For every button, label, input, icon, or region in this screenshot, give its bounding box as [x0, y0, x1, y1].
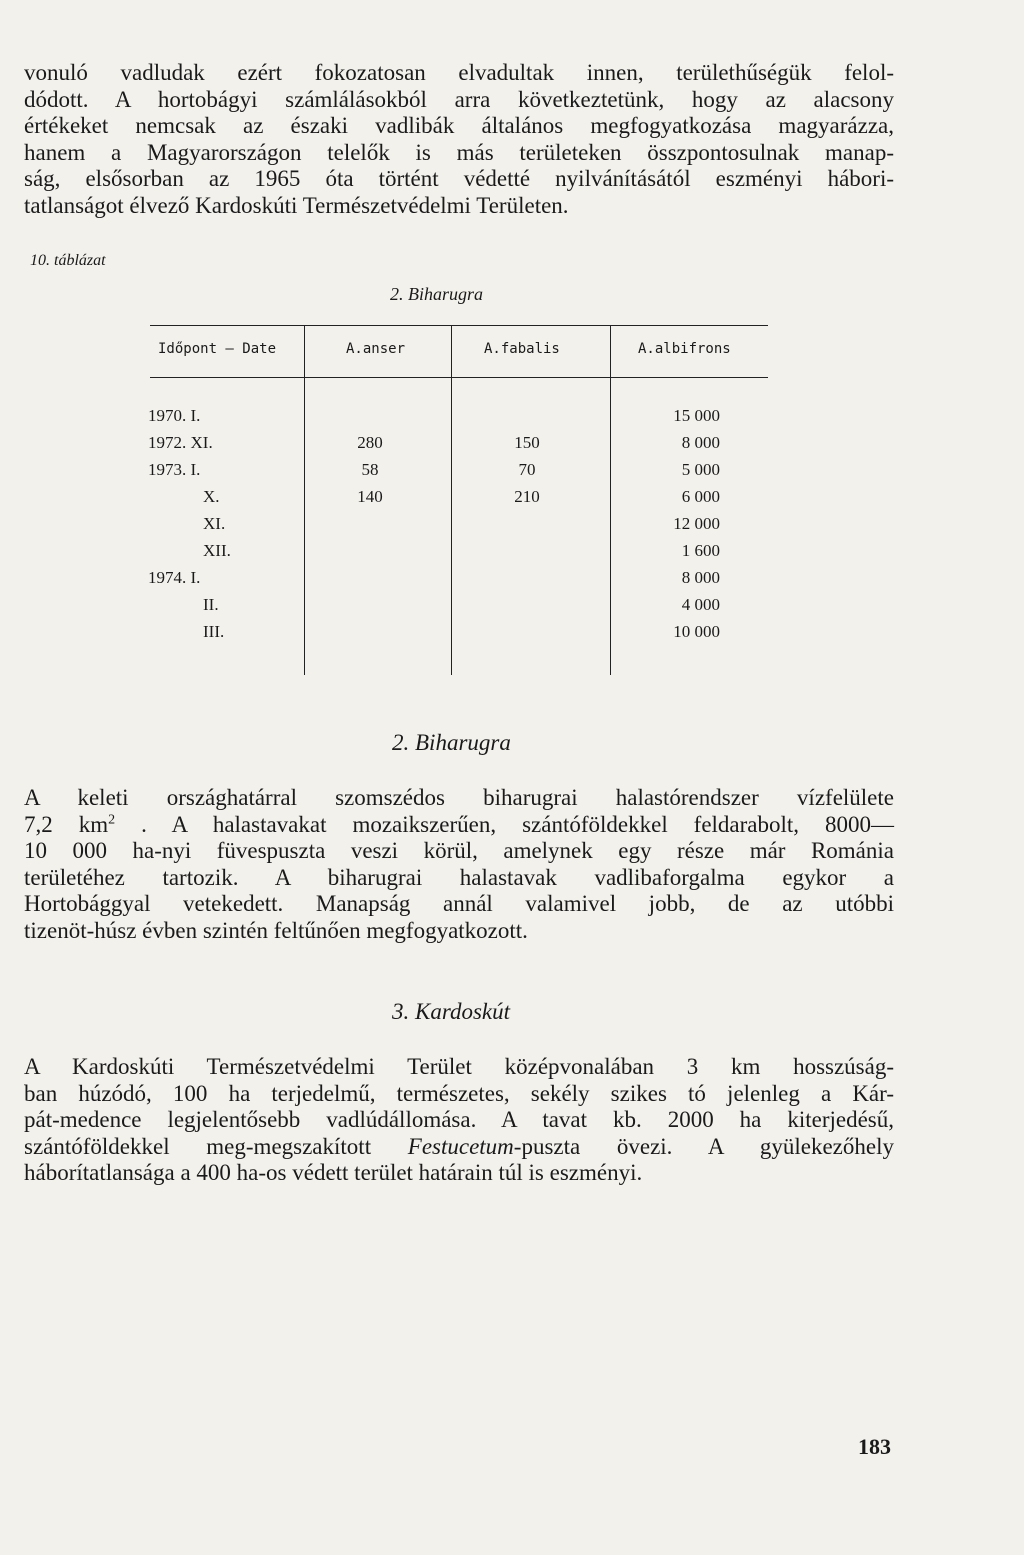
text-line: hanem a Magyarországon telelők is más területeken összpontosulnak manap-: [24, 139, 894, 165]
text-line: területéhez tartozik. A biharugrai halastavak vadlibaforgalma egykor a: [24, 864, 894, 890]
table-top-rule: [150, 325, 768, 326]
text-line: ban húzódó, 100 ha terjedelmű, természetes, sekély szikes tó jelenleg a Kár-: [24, 1080, 894, 1106]
text-line: A Kardoskúti Természetvédelmi Terület középvonalában 3 km hosszúság-: [24, 1054, 894, 1079]
column-divider: [451, 325, 452, 675]
table-cell-fabalis: 210: [514, 487, 540, 506]
table-title: 2. Biharugra: [390, 284, 484, 304]
section-heading: 2. Biharugra: [392, 730, 511, 755]
text-line: háborítatlansága a 400 ha-os védett terület határain túl is eszményi.: [24, 1160, 643, 1185]
header-fabalis: A.fabalis: [484, 341, 560, 357]
table-header-rule: [150, 377, 768, 378]
text-line: 10 000 ha-nyi füvespuszta veszi körül, amelynek egy része már Románia: [24, 838, 894, 863]
table-cell-albifrons: 8 000: [681, 433, 720, 452]
table-cell-fabalis: 150: [514, 433, 540, 452]
table-cell-albifrons: 6 000: [681, 487, 720, 506]
table-cell-anser: 140: [357, 487, 383, 506]
section-heading: 3. Kardoskút: [392, 999, 510, 1024]
header-albifrons: A.albifrons: [638, 341, 731, 357]
text-line: ság, elsősorban az 1965 óta történt védetté nyilvánításától eszményi hábori-: [24, 166, 894, 191]
table-cell-date: 1970. I.: [148, 406, 201, 425]
text-line: A keleti országhatárral szomszédos biharugrai halastórendszer vízfelülete: [24, 785, 894, 810]
table-cell-date: XI.: [203, 514, 226, 533]
text-line: tatlanságot élvező Kardoskúti Természetvédelmi Területen.: [24, 192, 569, 218]
page-number: 183: [858, 1434, 891, 1459]
column-divider: [610, 325, 611, 675]
table-cell-date: X.: [203, 487, 220, 506]
table-cell-anser: 280: [357, 433, 383, 452]
table-cell-fabalis: 70: [518, 460, 536, 479]
table-cell-albifrons: 8 000: [681, 568, 720, 587]
header-anser: A.anser: [346, 341, 406, 357]
table-cell-albifrons: 5 000: [681, 460, 720, 479]
text-line: pát-medence legjelentősebb vadlúdállomása. A tavat kb. 2000 ha kiterjedésű,: [24, 1107, 894, 1132]
column-divider: [304, 325, 305, 675]
table-cell-albifrons: 15 000: [673, 406, 720, 425]
text-line: tizenöt-húsz évben szintén feltűnően megfogyatkozott.: [24, 917, 528, 943]
table-cell-albifrons: 10 000: [673, 622, 720, 641]
text-line: 7,2 $km^2$ . A halastavakat mozaikszerűen, szántóföldekkel feldarabolt, 8000—: [24, 811, 894, 837]
table-cell-albifrons: 1 600: [681, 541, 720, 560]
table-cell-date: III.: [203, 622, 225, 641]
text-line: vonuló vadludak ezért fokozatosan elvadultak innen, területhűségük felol-: [24, 60, 894, 85]
table-cell-date: XII.: [203, 541, 231, 560]
table-cell-albifrons: 4 000: [681, 595, 720, 614]
table-cell-date: II.: [203, 595, 219, 614]
table-cell-date: 1973. I.: [148, 460, 201, 479]
text-line: szántóföldekkel meg-megszakított Festucetum-puszta övezi. A gyülekezőhely: [24, 1133, 894, 1159]
table-cell-anser: 58: [361, 460, 379, 479]
text-line: Hortobággyal vetekedett. Manapság annál valamivel jobb, de az utóbbi: [24, 891, 894, 916]
text-line: dódott. A hortobágyi számlálásokból arra következtetünk, hogy az alacsony: [24, 86, 894, 112]
text-line: értékeket nemcsak az északi vadlibák általános megfogyatkozása magyarázza,: [24, 113, 894, 138]
section2-paragraph: [24, 785, 894, 944]
table-cell-date: 1972. XI.: [148, 433, 213, 452]
table-cell-date: 1974. I.: [148, 568, 201, 587]
table-cell-albifrons: 12 000: [673, 514, 720, 533]
section3-paragraph: [24, 1054, 894, 1187]
header-date: Időpont – Date: [158, 341, 277, 357]
table-caption: 10. táblázat: [30, 252, 106, 269]
intro-paragraph: [24, 60, 894, 219]
